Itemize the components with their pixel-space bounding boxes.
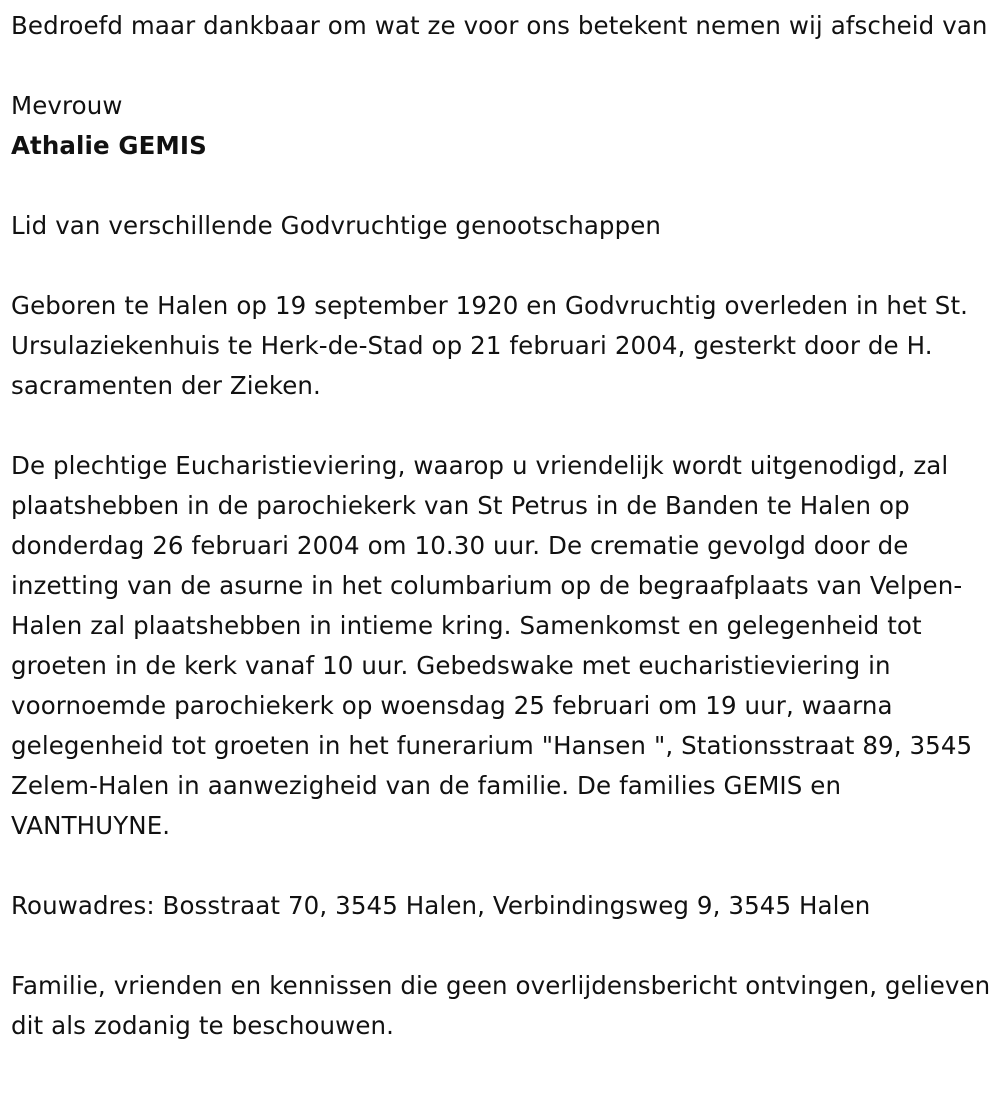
spacer [11,166,992,206]
opening-text: Bedroefd maar dankbaar om wat ze voor ons betekent nemen wij afscheid van [11,11,988,40]
ceremony-text: De plechtige Eucharistieviering, waarop u vriendelijk wordt uitgenodigd, zal plaatshebben in de parochiekerk van St Petrus in de Banden te Halen op donderdag 26 februari 2004 om 10.30 uur. De crematie gevolgd door de inzetting van de asurne in het columbarium op de begraafplaats van Velpen-Halen zal plaatshebben in intieme kring. Samenkomst en gelegenheid tot groeten in de kerk vanaf 10 uur. Gebedswake met eucharistieviering in voornoemde parochiekerk op woensdag 25 februari om 19 uur, waarna gelegenheid tot groeten in het funerarium "Hansen ", Stationsstraat 89, 3545 Zelem-Halen in aanwezigheid van de familie. De families GEMIS en VANTHUYNE. [11,451,973,840]
spacer [11,406,992,446]
salutation: Mevrouw [11,91,123,120]
mourning-address: Rouwadres: Bosstraat 70, 3545 Halen, Verbindingsweg 9, 3545 Halen [11,891,871,920]
birth-death-text: Geboren te Halen op 19 september 1920 en Godvruchtig overleden in het St. Ursulaziekenhuis te Herk-de-Stad op 21 februari 2004, gesterkt door de H. sacramenten der Zieken. [11,291,969,400]
membership-text: Lid van verschillende Godvruchtige genootschappen [11,211,662,240]
spacer [11,246,992,286]
spacer [11,46,992,86]
deceased-name: Athalie GEMIS [11,131,207,160]
spacer [11,926,992,966]
closing-text: Familie, vrienden en kennissen die geen overlijdensbericht ontvingen, gelieven dit als zodanig te beschouwen. [11,971,991,1040]
spacer [11,846,992,886]
